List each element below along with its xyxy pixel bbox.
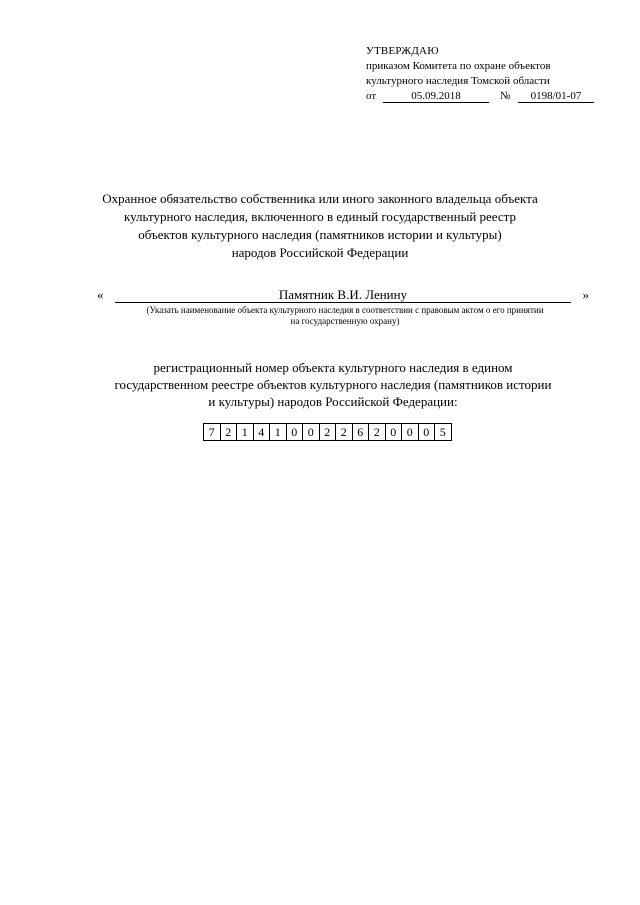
approval-date: 05.09.2018: [383, 89, 489, 103]
registration-digit: 2: [369, 423, 386, 441]
object-name-note: [80, 305, 610, 327]
registration-digit: 6: [353, 423, 370, 441]
registration-digit: 4: [254, 423, 271, 441]
registration-digit: 2: [221, 423, 238, 441]
title-line-1: Охранное обязательство собственника или иного законного владельца объекта: [102, 191, 538, 206]
registration-caption-line-3: и культуры) народов Российской Федерации:: [208, 394, 458, 409]
approval-from-label: от: [366, 90, 377, 102]
registration-digit: 2: [336, 423, 353, 441]
registration-digit: 5: [435, 423, 452, 441]
approval-number-label: №: [500, 90, 511, 102]
approval-number: 0198/01-07: [518, 89, 594, 103]
approval-title: УТВЕРЖДАЮ: [366, 45, 439, 57]
registration-digit: 1: [237, 423, 254, 441]
title-line-3: объектов культурного наследия (памятников истории и культуры): [138, 227, 502, 242]
registration-digit: 7: [204, 423, 221, 441]
registration-digit: 2: [320, 423, 337, 441]
registration-digit: 1: [270, 423, 287, 441]
registration-digit: 0: [287, 423, 304, 441]
approval-block: [366, 44, 606, 104]
object-name-row: [97, 287, 593, 305]
registration-caption-line-1: регистрационный номер объекта культурного наследия в едином: [153, 360, 513, 375]
object-note-line-1: (Указать наименование объекта культурного наследия в соответствии с правовым актом о его принятии: [146, 305, 544, 315]
object-note-line-2: на государственную охрану): [290, 316, 400, 326]
object-name: Памятник В.И. Ленину: [115, 287, 571, 303]
registration-digit: 0: [386, 423, 403, 441]
approval-order-line-1: приказом Комитета по охране объектов: [366, 60, 551, 72]
registration-digit: 0: [419, 423, 436, 441]
opening-quote: «: [97, 287, 104, 302]
title-line-4: народов Российской Федерации: [231, 245, 409, 260]
document-title: [80, 190, 560, 262]
approval-date-row: [366, 89, 606, 104]
closing-quote: »: [582, 287, 589, 302]
registration-number-boxes: [203, 423, 452, 441]
registration-digit: 0: [303, 423, 320, 441]
approval-order-line-2: культурного наследия Томской области: [366, 75, 550, 87]
title-line-2: культурного наследия, включенного в единый государственный реестр: [123, 209, 517, 224]
registration-caption-line-2: государственном реестре объектов культурного наследия (памятников истории: [114, 377, 552, 392]
registration-digit: 0: [402, 423, 419, 441]
registration-caption: [80, 359, 586, 410]
